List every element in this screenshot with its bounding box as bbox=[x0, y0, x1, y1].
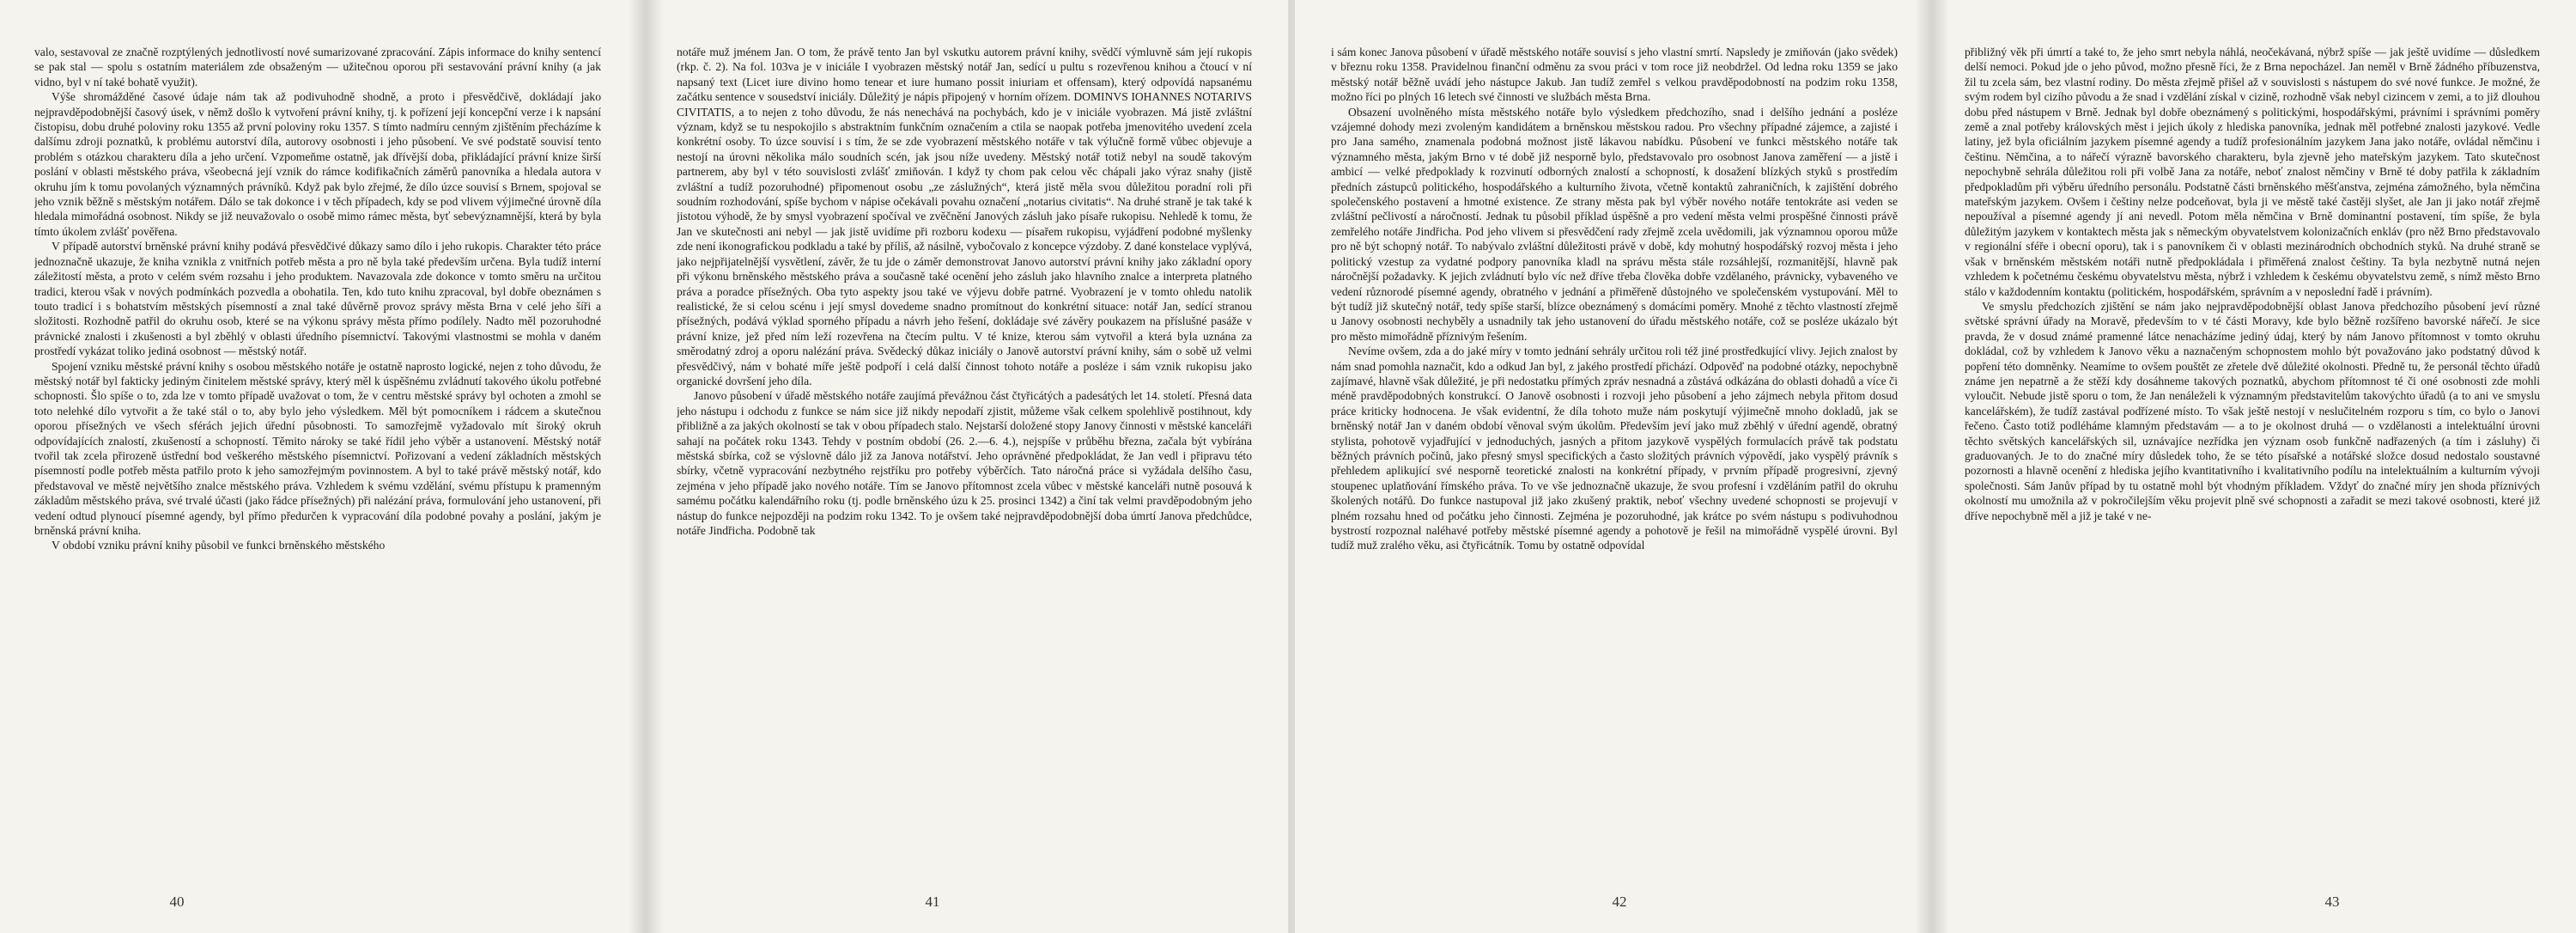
paragraph: Obsazení uvolněného místa městského notáře bylo výsledkem předchozího, snad i delšího jednání a posléze vzájemné dohody mezi zvoleným kandidátem a brněnskou městskou radou. Pro všechny případné zájemce, a zajisté i pro Jana samého, znamenala podobná možnost jistě lákavou nabídku. Působení ve funkci městského notáře tak významného města, jakým Brno v té době již nesporně bylo, představovalo pro osobnost Janova zaměření — a jistě i ambicí — velké předpoklady k rozvinutí odborných znalostí a schopností, k dosažení blízkých styků s prostředím předních zástupců politického, hospodářského a kulturního života, včetně kontaktů zahraničních, k zajištění dobrého společenského postavení a hmotné existence. Ze strany města pak byl výběr nového notáře tentokráte asi veden se zvláštní pečlivostí a náročností. Jednak tu působil příklad úspěšně a pro vedení města velmi prospěšné činnosti právě zemřelého notáře Jindřicha. Pod jeho vlivem si přesvědčení rady zřejmě zcela uvědomili, jak významnou oporou může pro ně být schopný notář. To nabývalo zvláštní důležitosti právě v době, kdy mohutný hospodářský rozvoj města i jeho politický vzestup za vydatné podpory panovníka kladl na správu města stále rozsáhlejší, rozmanitější, hlavně pak náročnější požadavky. K jejich zvládnutí bylo víc než dříve třeba člověka dobře vzdělaného, právnicky, vybaveného ve vedení různorodé písemné agendy, obratného v jednání a přiměřeně důstojného ve společenském vystupování. Měl to být tudíž již skutečný notář, tedy spíše starší, blízce obeznámený s domácími poměry. Mnohé z těchto vlastností zřejmě u Janovy osobnosti nechyběly a usnadnily tak jeho ustanovení do úřadu městského notáře, což se posléze ukázalo být pro město mimořádně příznivým řešením. bbox=[1331, 105, 1898, 343]
page-number: 43 bbox=[2324, 893, 2340, 910]
page-body bbox=[34, 45, 601, 553]
paragraph: Výše shromážděné časové údaje nám tak až podivuhodně shodně, a proto i přesvědčivě, dokládají jako nejpravděpodobnější časový úsek, v němž došlo k vytvoření právní knihy, tj. k pořízení její koncepční verze i k napsání čistopisu, dobu druhé poloviny roku 1355 až první poloviny roku 1357. S tímto nadmíru cenným zjištěním přecházíme k dalšímu zdroji poznatků, k problému autorství díla, autorovy osobnosti i jeho působení. Ve své podstatě souvisí tento problém s otázkou charakteru díla a jeho určení. Vzpomeňme ostatně, jak dřívější doba, přikládající právní knize širší poslání v oblasti městského práva, všeobecná její vznik do rámce kodifikačních záměrů panovníka a hledala autora v okruhu jím k tomu povolaných významných právníků. Když pak bylo zřejmé, že dílo úzce souvisí s Brnem, spojoval se jeho vznik běžně s městským notářem. Dálo se tak dokonce i v těch případech, kdy se pod vlivem výjimečné úrovně díla hledala mimořádná osobnost. Nikdy se již neuvažovalo o osobě mimo rámec města, byť sebevýznamnější, která by byla tímto úkolem zvlášť pověřena. bbox=[34, 90, 601, 238]
paragraph: Spojení vzniku městské právní knihy s osobou městského notáře je ostatně naprosto logické, nejen z toho důvodu, že městský notář byl fakticky jediným činitelem městské správy, který měl k úspěšnému zvládnutí takového úkolu potřebné schopnosti. Šlo spíše o to, zda lze v tomto případě uvažovat o tom, že v centru městské správy byl ochoten a zmohl se toto nelehké dílo vytvořit a že také stál o to, aby bylo jeho výsledkem. Měl být pomocníkem i rádcem a skutečnou oporou přísežných ve všech sférách jejich úřední působnosti. To samozřejmě vyžadovalo mít široký okruh odpovídajících znalostí, zkušeností a schopností. Těmito nároky se také řídil jeho výběr a ustanovení. Městský notář tvořil tak zcela přirozeně ústřední bod veškerého městského písemnictví. Pořizovaní a vedení základních městských písemností podle potřeb města patřilo proto k jeho samozřejmým povinnostem. A byl to také právě městský notář, kdo představoval ve městě největšího znalce městského práva. Vzhledem k svému vzdělání, svému přístupu k pramenným základům městského práva, své trvalé účasti (jako řádce přísežných) při nalézání práva, formulování jeho ustanovení, při vedení odtud plynoucí písemné agendy, byl přímo předurčen k vypracování díla podobné povahy a poslání, jakým je brněnská právní kniha. bbox=[34, 359, 601, 537]
paragraph: přibližný věk při úmrtí a také to, že jeho smrt nebyla náhlá, neočekávaná, nýbrž spíše — jak ještě uvidíme — důsledkem delší nemoci. Pokud jde o jeho původ, možno přesně říci, že z Brna nepocházel. Jan neměl v Brně žádného příbuzenstva, žil tu zcela sám, bez vlastní rodiny. Do města zřejmě přišel až v souvislosti s nástupem do své nové funkce. Je možné, že svým rodem byl cizího původu a že snad i vzdělání získal v cizině, rozhodně však nebyl cizincem v zemi, a to již dlouhou dobu před nástupem v Brně. Jednak byl dobře obeznámený s politickými, hospodářskými, právními i správními poměry země a znal potřeby královských měst i jejich úkoly z hlediska panovníka, jednak měl potřebné znalosti jazykové. Vedle latiny, jež byla oficiálním jazykem písemné agendy a tudíž profesionálním jazykem Jana jako notáře, ovládal němčinu i češtinu. Němčina, a to nářečí výrazně bavorského charakteru, byla zjevně jeho mateřským jazykem. Tato skutečnost nepochybně sehrála důležitou roli při volbě Jana za notáře, neboť znalost němčiny v Brně té doby patřila k základním předpokladům při výběru úředního personálu. Podstatně části brněnského měšťanstva, zejména zámožného, byla němčina mateřským jazykem. Ovšem i češtiny nelze podceňovat, byla ji ve městě také častěji slyšet, ale Jan ji jako notář zřejmě nepoužíval a písemné agendy jí ani nevedl. Potom měla němčina v Brně dominantní postavení, tím spíše, že byla důležitým jazykem v kontaktech města jak s německým obyvatelstvem kolonizačních enkláv (pro něž Brno představovalo v regionální sféře i obecní oporu), tak i s panovníkem či v oblasti mezinárodních obchodních styků. Na druhé straně se však v brněnském městském notáři nutně předpokládala i přiměřená znalost češtiny. Ta byla nezbytně nutná nejen vzhledem k početnému českému obyvatelstvu města, nýbrž i vzhledem k českému obyvatelstvu země, s nímž město Brno stálo v každodenním kontaktu (politickém, hospodářském, správním a v neposlední řadě i právním). bbox=[1965, 46, 2540, 298]
paragraph: i sám konec Janova působení v úřadě městského notáře souvisí s jeho vlastní smrtí. Napsledy je zmiňován (jako svědek) v březnu roku 1358. Pravidelnou finanční odměnu za svou práci v tom roce již neobdržel. Od ledna roku 1359 se jako městský notář běžně uvádí jeho nástupce Jakub. Jan tudíž zemřel s velkou pravděpodobností na podzim roku 1358, možno říci po plných 16 letech své činnosti ve službách města Brna. bbox=[1331, 46, 1898, 104]
book-gutter-shadow bbox=[629, 0, 663, 933]
paragraph: V období vzniku právní knihy působil ve funkci brněnského městského bbox=[52, 539, 386, 552]
right-spread bbox=[1295, 0, 2576, 933]
page-number: 42 bbox=[1612, 893, 1627, 910]
paragraph: notáře muž jménem Jan. O tom, že právě tento Jan byl vskutku autorem právní knihy, svědčí výmluvně sám její rukopis (rkp. č. 2). Na fol. 103va je v iniciále I vyobrazen městský notář Jan, sedící u pultu s rozevřenou knihou a čtoucí v ní napsaný text (Licet iure divino homo tenear et iure humano possit iniuriam et offensam), který odpovídá napsanému začátku sentence v sousedství iniciály. Důležitý je nápis připojený v horním ořízem. DOMINVS IOHANNES NOTARIVS CIVITATIS, a to nejen z toho důvodu, že nás nenechává na pochybách, kdo je v iniciále vyobrazen. Má jistě zvláštní význam, když se tu nespokojilo s abstraktním funkčním označením a ctila se naopak potřeba jmenovitého uvedení zcela konkrétní osoby. To úzce souvisí i s tím, že se zde vyobrazení městského notáře v tak výlučně formě vůbec objevuje a nestojí na úrovni několika málo soudních scén, jak jsou níže uvedeny. Městský notář totiž nebyl na soudě takovým partnerem, aby byl v této souvislosti zvlášť zmiňován. I když ty chom pak celou věc chápali jako výraz snahy (jistě zvláštní a tudíž pozoruhodné) připomenout osobu „ze záslužných“, která jistě měla svou důležitou poradní roli při soudním rozhodování, spíše bychom v nápise očekávali povahu označení „notarius civitatis“. Na druhé straně je tak také k jistotou výhodě, že by smysl vyobrazení spočíval ve zvěčnění Janových zásluh jako písaře rukopisu. Nehledě k tomu, že Jan ve skutečnosti ani nebyl — jak jistě uvidíme při rozboru kodexu — písařem rukopisu, vyjádření podobné myšlenky zde není ikonografickou podkladu a také by příliš, až násilně, vybočovalo z koncepce výzdoby. Z dané konstelace vyplývá, jako nejpřijatelnější vysvětlení, závěr, že tu jde o záměr demonstrovat Janovo autorství právní knihy jako základní opory při výkonu brněnského městského práva a současně také ocenění jeho zásluh jako hlavního znalce a interpreta platného práva a poradce přísežných. Oba tyto aspekty jsou také ve výjevu dobře patrné. Vyobrazení je v tomto ohledu natolik realistické, že si celou scénu i její smysl dovedeme snadno promítnout do konkrétní situace: notář Jan, sedící stranou přísežných, podává výklad sporného případu a návrh jeho řešení, dokládaje své závěry poukazem na příslušné pasáže v právní knize, jež před ním leží rozevřena na čtecím pultu. V té knize, kterou sám vytvořil a která byla uznána za směrodatný zdroj a oporu nalézání práva. Svědecký důkaz iniciály o Janově autorství právní knihy, sám o sobě už velmi přesvědčivý, nám v bohaté míře ještě podpoří i celá další činnost tohoto notáře a posléze i sám vznik rukopisu jako organické dovršení jeho díla. bbox=[677, 46, 1252, 387]
paragraph: V případě autorství brněnské právní knihy podává přesvědčivé důkazy samo dílo i jeho rukopis. Charakter této práce jednoznačně ukazuje, že kniha vznikla z vnitřních potřeb města a pro ně byla také především určena. Byla tudíž interní záležitostí města, a proto v celém svém rozsahu i jeho produktem. Navazovala zde dokonce v tomto směru na určitou tradici, kterou však v nových podmínkách pozvedla a obohatila. Ten, kdo tuto knihu zpracoval, byl dobře obeznámen s touto tradicí i s bohatstvím městských písemností a znal také důvěrně provoz správy města Brna v celé jeho šíři a složitosti. Rozhodně patřil do okruhu osob, které se na výkonu správy města přímo podílely. Nadto měl pozoruhodné právnické znalosti i zkušenosti a byl zběhlý v oblasti úředního písemnictví. Takovými vlastnostmi se mohla v daném prostředí vykázat toliko jediná osobnost — městský notář. bbox=[34, 240, 601, 358]
page-body bbox=[1331, 45, 1898, 553]
page-43 bbox=[1965, 45, 2540, 895]
paragraph: valo, sestavoval ze značně rozptýlených jednotlivostí nové sumarizované zpracování. Zápis informace do knihy sentencí se pak stal — spolu s ostatním materiálem zde obsaženým — užitečnou oporou při sestavování právní knihy (a jak vidno, byl v ní také bohatě využit). bbox=[34, 46, 601, 88]
page-body bbox=[677, 45, 1252, 538]
page-number: 41 bbox=[925, 893, 940, 910]
paragraph: Janovo působení v úřadě městského notáře zaujímá převážnou část čtyřicátých a padesátých let 14. století. Přesná data jeho nástupu i odchodu z funkce se nám sice již nikdy nepodaří zjistit, můžeme však celkem spolehlivě postihnout, kdy přibližně a za jakých okolností se tak v obou případech stalo. Nejstarší doložené stopy Janovy činnosti v městské kanceláři sahají na počátek roku 1343. Tehdy v postním období (26. 2.—6. 4.), nejspíše v průběhu března, začala být vybírána městská sbírka, což se výslovně dálo již za Janova notářství. Jeho oprávněné předpokládat, že Jan vedl i připravu této sbírky, včetně vypracování nezbytného rejstříku pro potřeby výběrčích. Tato náročná práce si vyžádala delšího času, zejména v jeho případě jako nového notáře. Tím se Janovo přítomnost zcela vůbec v městské kanceláři nutně posouvá k samému počátku kalendářního roku (tj. podle brněnského úzu k 25. prosinci 1342) a činí tak velmi pravděpodobným jeho nástup do funkce nejpozději na podzim roku 1342. To je ovšem také nejpravděpodobnější doba úmrtí Janova předchůdce, notáře Jindřicha. Podobně tak bbox=[677, 389, 1252, 537]
page-40 bbox=[34, 45, 601, 895]
page-body bbox=[1965, 45, 2540, 523]
paragraph: Ve smyslu předchozích zjištění se nám jako nejpravděpodobnější oblast Janova předchozího působení jeví různé světské správní úřady na Moravě, především to v té části Moravy, kde bylo běžně rozšířeno bavorské nářečí. Je sice pravda, že v dosud známé pramenné látce nenacházíme jediný údaj, který by nám Janovo přítomnost v tomto okruhu dokládal, což by vzhledem k Janovo věku a naznačeným schopnostem mohlo být považováno jako podstatný důvod k popření této domněnky. Neamíme to ovšem pouštět ze zřetele dvě důležité okolnosti. Předně tu, že personál těchto úřadů známe jen nepatrně a že stěží kdy dosáhneme takových poznatků, abychom přítomnost té či oné osobnosti zde mohli vyloučit. Nebude jistě sporu o tom, že Jan nenáleželi k významným představitelům takovýchto úřadů (a to ani ve smyslu kancelářském), že tudíž zastával podřízené místo. To však ještě nestojí v neslučitelném rozporu s tím, co bylo o Janovi řečeno. Často totiž podléháme klamným představám — a to je okolnost druhá — o vzdělanosti a intelektuální úrovni těchto světských kancelářských sil, uznávajíce nezřídka jen význam osob funkčně nadřazených (a tím i zásluhy) či graduovaných. Je to do značné míry důsledek toho, že se této písařské a notářské složce dosud nedostalo soustavné pozornosti a hlavně ocenění z hlediska jejího kvantitativního i kvalitativního podílu na intelektuálním a kulturním vývoji společnosti. Sám Janův případ by tu ostatně mohl být vhodným příkladem. Vždyť do značné míry jen shoda příznivých okolností mu umožnila až v pokročilejším věku projevit plně své schopnosti a zařadit se mezi takové osobnosti, které již dříve nepochybně měl a již je také v ne- bbox=[1965, 299, 2540, 522]
book-gutter-shadow bbox=[1915, 0, 1949, 933]
page-41 bbox=[677, 45, 1252, 895]
page-number: 40 bbox=[169, 893, 185, 910]
paragraph: Nevíme ovšem, zda a do jaké míry v tomto jednání sehrály určitou roli též jiné prostředkující vlivy. Jejich znalost by nám snad pomohla naznačit, kdo a odkud Jan byl, z jakého prostředí přichází. Odpověď na podobné otázky, nepochybně zajímavé, hlavně však důležité, je při nedostatku přímých zpráv nesnadná a zůstává odkázána do oblasti dohadů a více či méně pravděpodobných konstrukcí. O Janově osobnosti i rozvoji jeho působení a jeho zájmech nebyla přitom dosud práce kriticky hodnocena. Je však evidentní, že díla tohoto muže nám poskytují výjimečně mnoho dokladů, jak se brněnský notář Jan v daném období věnoval svým úkolům. Především jeví jako muž zběhlý v úřední agendě, obratný stylista, pohotově vyjadřující v jednoduchých, jasných a přitom jazykově vyspělých formulacích právě tak podstatu běžných právních počinů, jako přesný smysl specifických a často složitých právních výpovědí, jako vyspělý právník s přehledem aplikující své nesporně teoretické znalosti na konkrétní případy, v prvním případě progresivní, zjevný stoupenec uplatňování římského práva. To ve vše jednoznačně ukazuje, že svou profesní i vzděláním patřil do okruhu školených notářů. Do funkce nastupoval již jako zkušený praktik, neboť všechny uvedené schopnosti se projevují v plném rozsahu hned od počátku jeho činnosti. Zejména je pozoruhodné, jak krátce po svém nástupu s podivuhodnou bystrostí rozpoznal naléhavé potřeby městské písemné agendy a pohotově je řešil na mimořádně vyspělé úrovni. Byl tudíž muž zralého věku, asi čtyřicátník. Tomu by ostatně odpovídal bbox=[1331, 345, 1898, 552]
page-42 bbox=[1331, 45, 1898, 895]
